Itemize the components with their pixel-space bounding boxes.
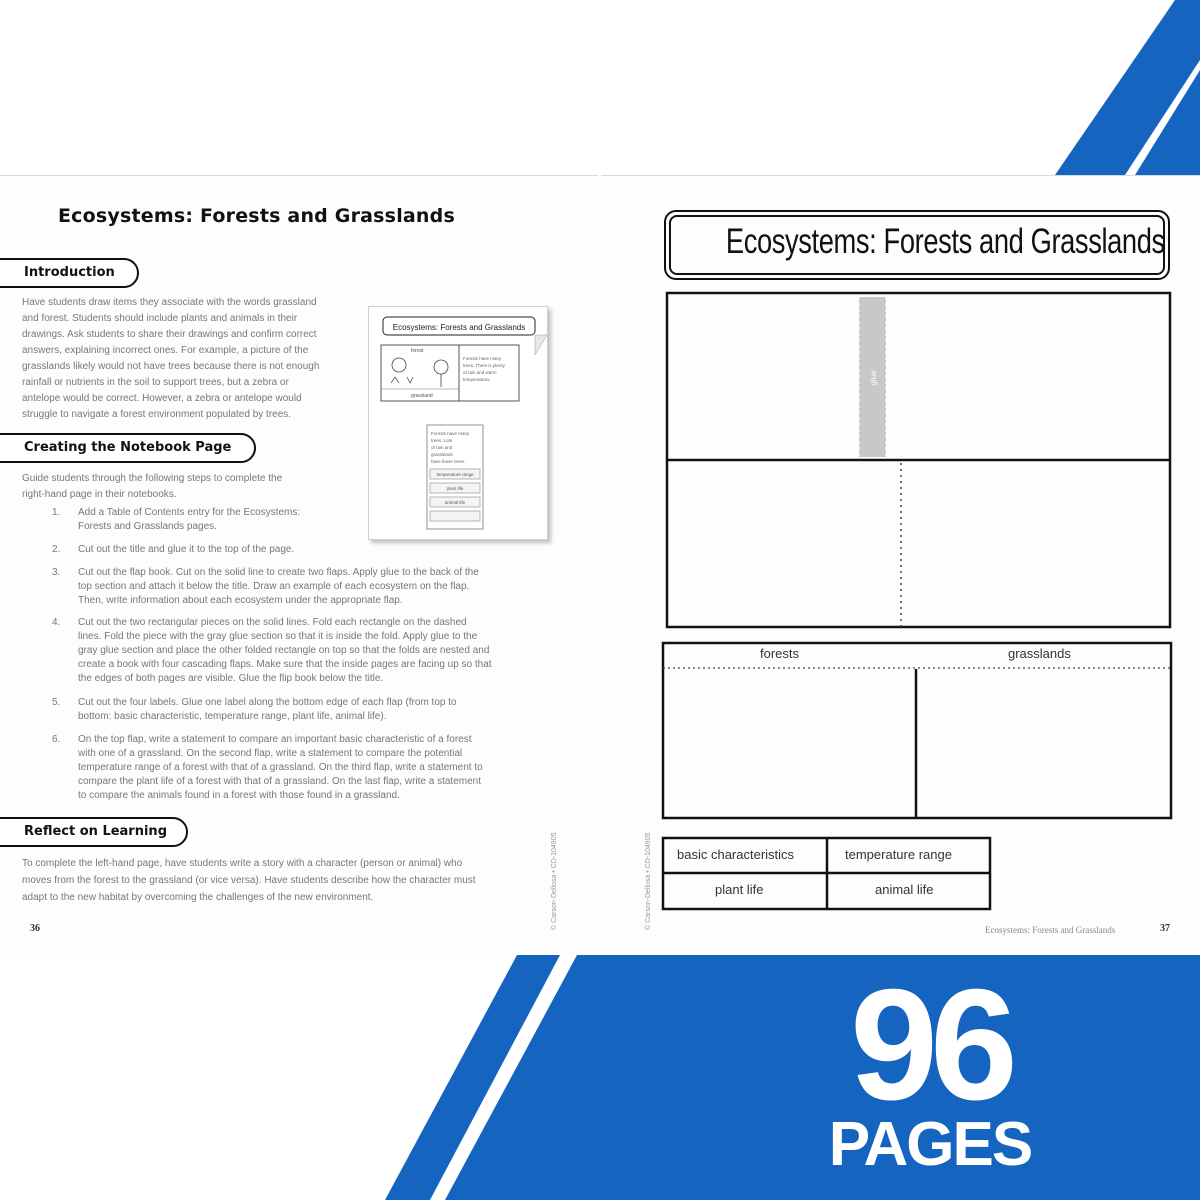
label-basic-characteristics: basic characteristics <box>677 847 795 862</box>
thumbnail-column-label: animal life <box>444 500 466 505</box>
flap-label-forests: forests <box>760 646 800 661</box>
step-number: 3. <box>52 567 61 578</box>
page-count-number: 96 <box>850 957 1010 1133</box>
step-line: create a book with four cascading flaps. Make sure that the inside pages are facing up so that <box>78 659 492 670</box>
step-line: to compare the animals found in a forest with those found in a grassland. <box>78 790 400 801</box>
glue-label: glue <box>869 370 878 386</box>
left-page-number: 36 <box>30 923 40 934</box>
reflect-section-tab: Reflect on Learning <box>0 817 188 847</box>
step-line: top section and attach it below the title. Draw an example of each ecosystem on the flap. <box>78 581 470 592</box>
creating-section-tab: Creating the Notebook Page <box>0 433 256 463</box>
left-copyright: © Carson-Dellosa • CD-104905 <box>551 832 558 930</box>
step-line: Then, write information about each ecosystem under the appropriate flap. <box>78 595 403 606</box>
reflect-line: moves from the forest to the grassland (or vice versa). Have students describe how the character must <box>22 875 476 886</box>
intro-line: Have students draw items they associate with the words grassland <box>22 297 317 308</box>
step-line: Cut out the four labels. Glue one label along the bottom edge of each flap (from top to <box>78 697 457 708</box>
intro-line: rainfall or nutrients in the soil to support trees, but a zebra or <box>22 377 289 388</box>
step-line: Add a Table of Contents entry for the Ecosystems: <box>78 507 301 518</box>
step-line: Cut out the two rectangular pieces on the solid lines. Fold each rectangle on the dashed <box>78 617 467 628</box>
thumbnail-note-line: temperatures. <box>463 377 491 382</box>
thumbnail-flap-top: forest <box>411 348 424 354</box>
step-line: Cut out the title and glue it to the top of the page. <box>78 544 295 555</box>
thumbnail-column-line: of rain and <box>431 445 453 450</box>
thumbnail-title: Ecosystems: Forests and Grasslands <box>392 323 526 332</box>
page-count-word: PAGES <box>828 1110 1032 1179</box>
left-page-title: Ecosystems: Forests and Grasslands <box>58 205 455 227</box>
step-line: On the top flap, write a statement to compare an important basic characteristic of a forest <box>78 734 472 745</box>
intro-line: answers, explaining incorrect ones. For example, a picture of the <box>22 345 309 356</box>
step-number: 2. <box>52 544 61 555</box>
label-animal-life: animal life <box>875 882 934 897</box>
right-copyright: © Carson-Dellosa • CD-104905 <box>645 832 652 930</box>
thumbnail-note-line: Forests have many <box>463 356 502 361</box>
creating-lead-line: Guide students through the following steps to complete the <box>22 473 283 484</box>
running-head: Ecosystems: Forests and Grasslands <box>985 925 1116 935</box>
thumbnail-column-label: plant life <box>446 486 464 491</box>
thumbnail-column-line: trees. Lots <box>431 438 453 443</box>
label-temperature-range: temperature range <box>845 847 952 862</box>
thumbnail-flap-bottom: grassland <box>411 393 433 399</box>
step-line: with one of a grassland. On the second flap, write a statement to compare the potential <box>78 748 463 759</box>
step-line: gray glue section and place the other folded rectangle on top so that the folds are nested and <box>78 645 490 656</box>
intro-line: grasslands likely would not have trees because there is not enough <box>22 361 320 372</box>
step-number: 6. <box>52 734 61 745</box>
flap-label-grasslands: grasslands <box>1008 646 1071 661</box>
thumbnail-note-line: trees. There is plenty <box>463 363 505 368</box>
step-line: Cut out the flap book. Cut on the solid line to create two flaps. Apply glue to the back of the <box>78 567 479 578</box>
step-line: compare the plant life of a forest with that of a grassland. On the last flap, write a statement <box>78 776 481 787</box>
label-plant-life: plant life <box>715 882 764 897</box>
thumbnail-column-line: Forests have many <box>431 431 470 436</box>
thumbnail-note-line: of rain and warm <box>463 370 497 375</box>
intro-line: antelope would be correct. However, a zebra or antelope would <box>22 393 302 404</box>
intro-line: and forest. Students should include plants and animals in their <box>22 313 298 324</box>
intro-line: struggle to navigate a forest environment populated by trees. <box>22 409 292 420</box>
intro-line: drawings. Ask students to share their drawings and confirm correct <box>22 329 317 340</box>
right-page-number: 37 <box>1160 923 1170 934</box>
reflect-line: adapt to the new habitat by overcoming the challenges of the new environment. <box>22 892 374 903</box>
reflect-line: To complete the left-hand page, have students write a story with a character (person or animal) who <box>22 858 463 869</box>
step-line: bottom: basic characteristic, temperature range, plant life, animal life). <box>78 711 387 722</box>
thumbnail-column-label: temperature range <box>436 472 474 477</box>
notebook-title: Ecosystems: Forests and Grasslands <box>725 222 1165 261</box>
step-line: temperature range of a forest with that of a grassland. On the third flap, write a statement to <box>78 762 483 773</box>
step-line: the edges of both pages are visible. Glue the flip book below the title. <box>78 673 384 684</box>
step-number: 5. <box>52 697 61 708</box>
creating-lead-line: right-hand page in their notebooks. <box>22 489 177 500</box>
step-line: lines. Fold the piece with the gray glue section so that it is inside the fold. Apply glue to the <box>78 631 478 642</box>
thumbnail-column-line: grasslands <box>431 452 453 457</box>
step-number: 4. <box>52 617 61 628</box>
thumbnail-column-line: have fewer trees. <box>431 459 466 464</box>
step-number: 1. <box>52 507 61 518</box>
step-line: Forests and Grasslands pages. <box>78 521 217 532</box>
intro-section-tab: Introduction <box>0 258 139 288</box>
